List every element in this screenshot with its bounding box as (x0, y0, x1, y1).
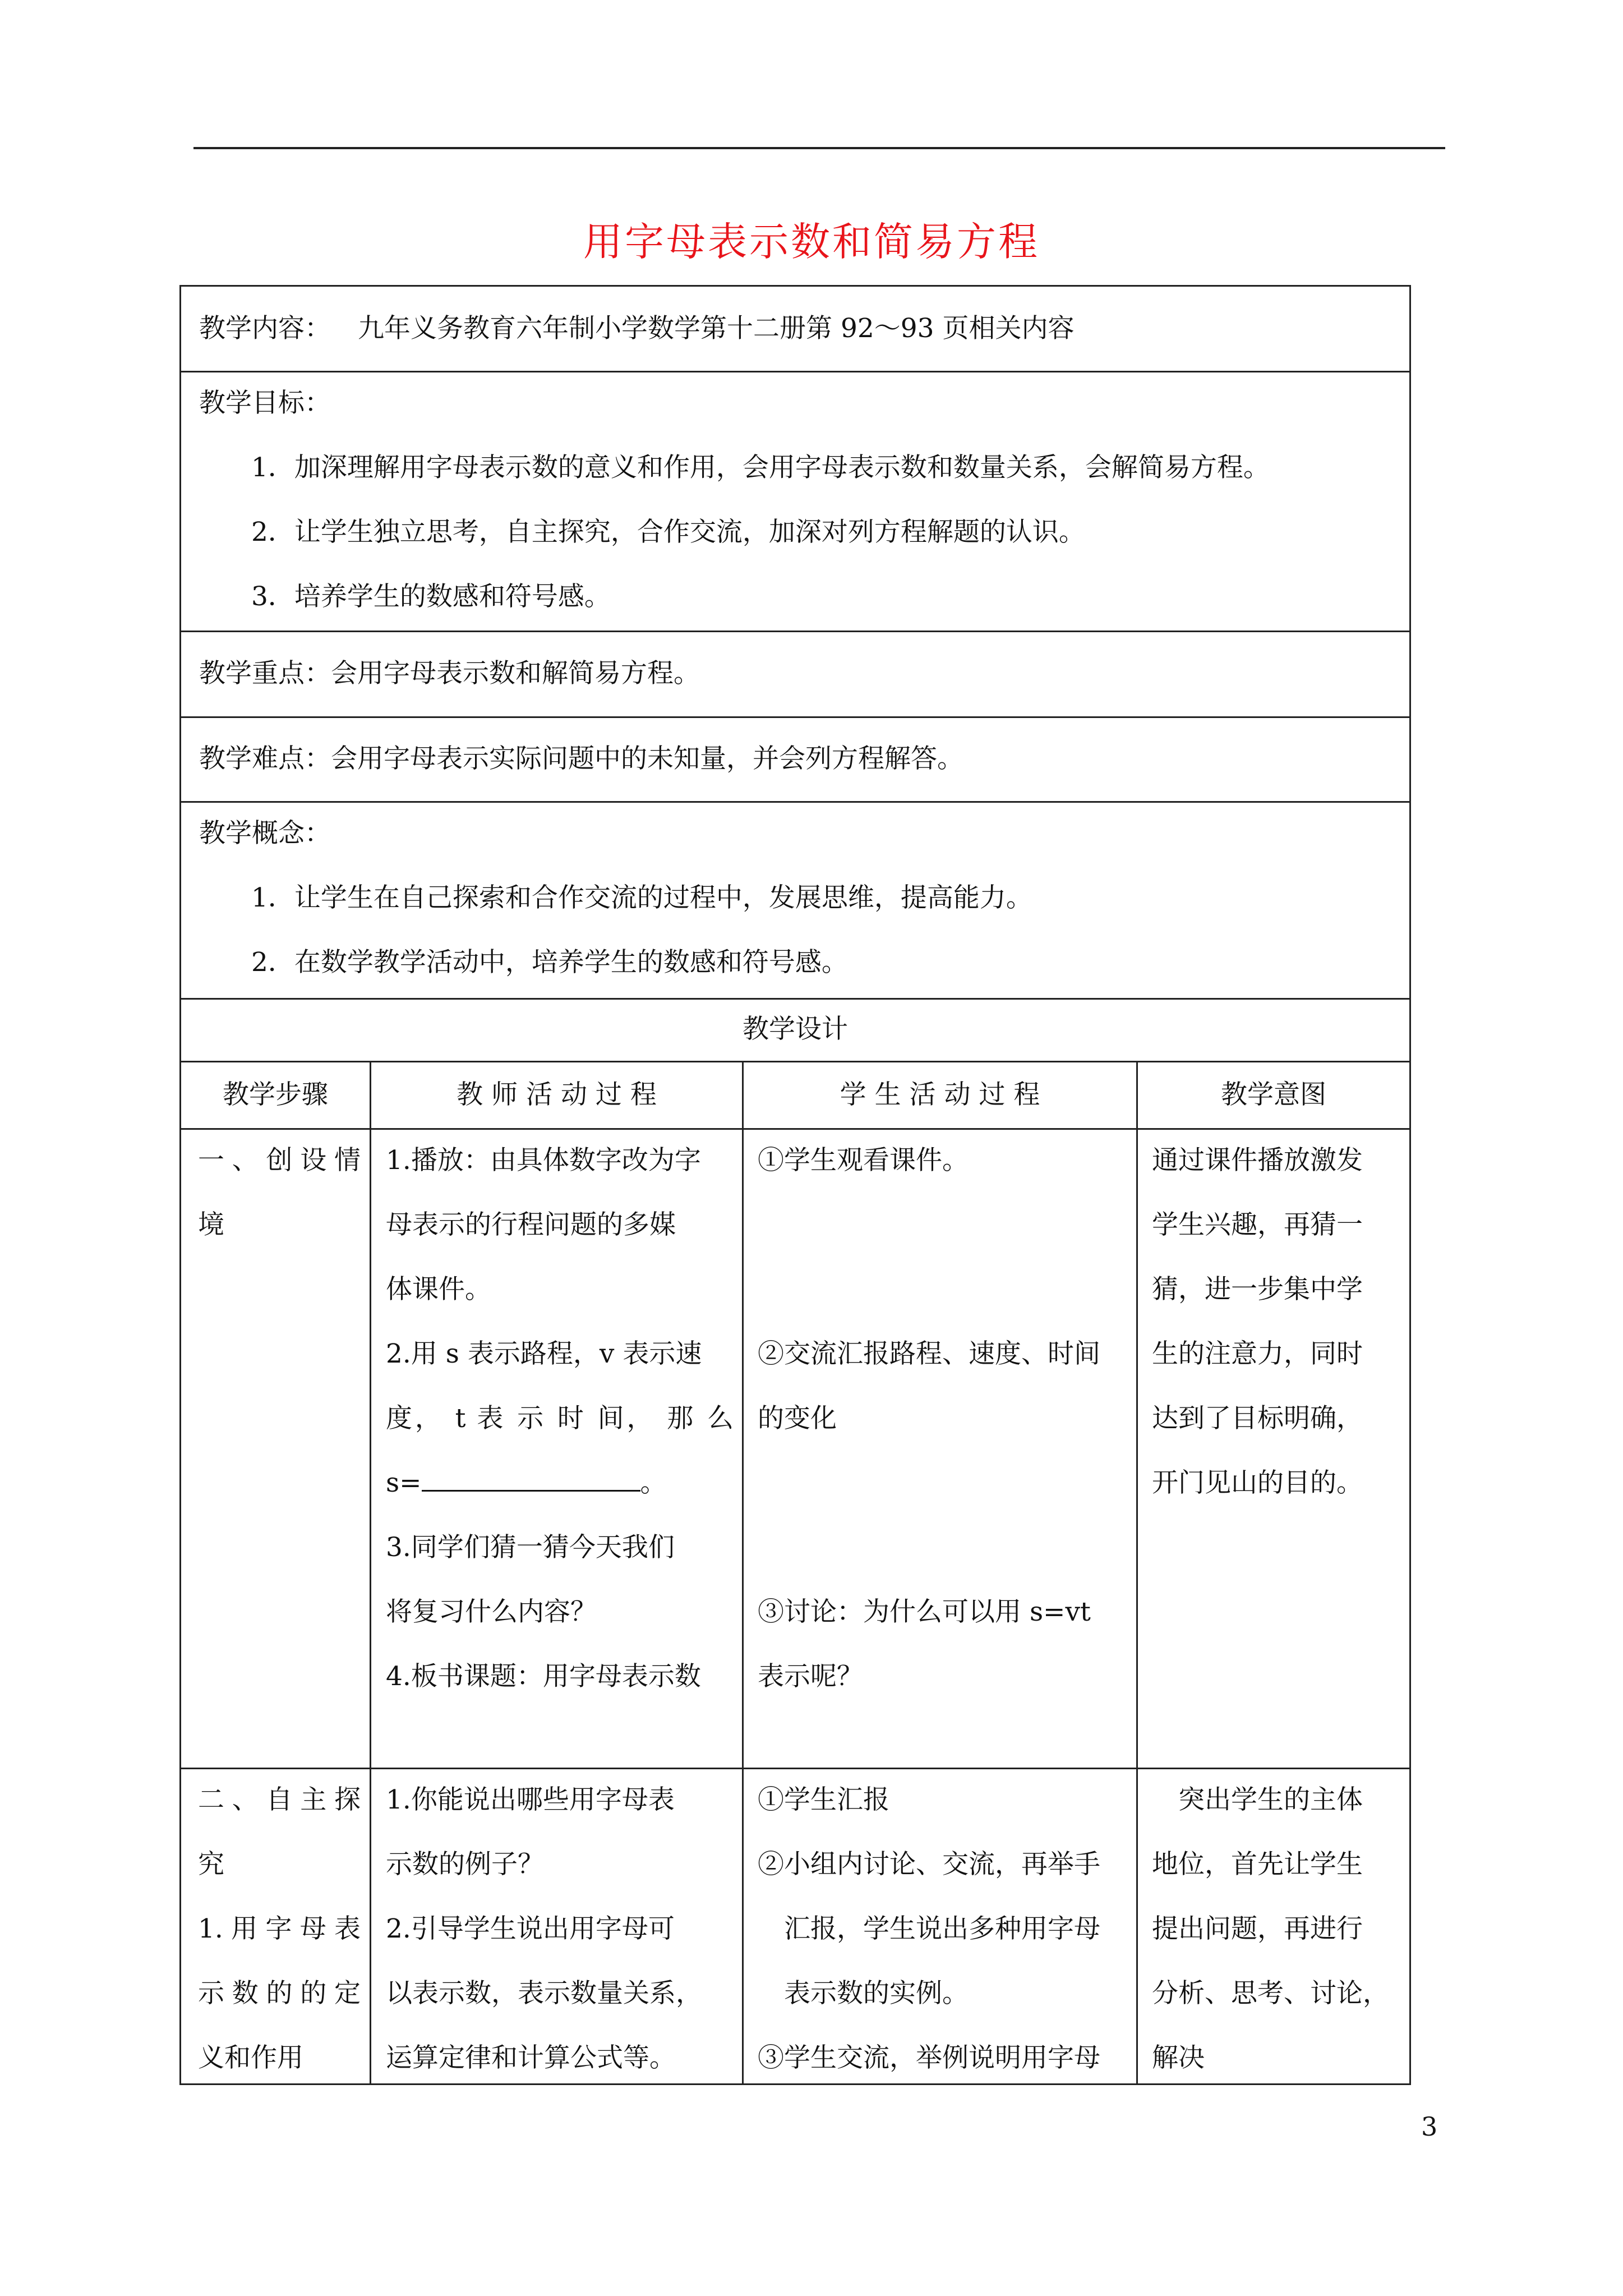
column-divider (370, 1061, 371, 2085)
student-cell-1 (758, 1128, 1128, 1709)
step-line: 示数的的定 (198, 1978, 361, 2009)
teacher-line: 以表示数，表示数量关系， (386, 1978, 702, 2009)
step-line: 究 (198, 1849, 224, 1880)
teacher-line: 母表示的行程问题的多媒 (386, 1209, 676, 1240)
lesson-plan-table (179, 285, 1411, 2085)
row-divider (181, 801, 1409, 803)
step-line: 1.用字母表 (198, 1913, 361, 1944)
column-header-step: 教学步骤 (223, 1079, 328, 1110)
teacher-line: 3.同学们猜一猜今天我们 (386, 1532, 675, 1563)
student-line: ③讨论：为什么可以用 s=vt (758, 1596, 1091, 1627)
student-line: ③学生交流，举例说明用字母 (758, 2042, 1100, 2073)
teacher-line: 示数的例子？ (386, 1849, 544, 1880)
column-divider (742, 1061, 744, 2085)
student-line: ①学生观看课件。 (758, 1145, 969, 1176)
column-header-intent: 教学意图 (1221, 1079, 1326, 1110)
step-cell-1 (198, 1128, 361, 1257)
intent-line: 开门见山的目的。 (1152, 1467, 1363, 1498)
intent-line: 解决 (1152, 2042, 1205, 2073)
row-divider (181, 371, 1409, 372)
student-line: ②小组内讨论、交流，再举手 (758, 1849, 1100, 1880)
student-line: 表示呢？ (758, 1661, 863, 1692)
student-line: ①学生汇报 (758, 1784, 889, 1815)
header-rule (193, 147, 1445, 149)
student-line: ②交流汇报路程、速度、时间 (758, 1338, 1100, 1369)
objective-item: 1．加深理解用字母表示数的意义和作用，会用字母表示数和数量关系，会解简易方程。 (251, 452, 1270, 483)
teacher-line: 2.用 s 表示路程，v 表示速 (386, 1338, 702, 1369)
teacher-line: 将复习什么内容？ (386, 1596, 597, 1627)
column-header-student: 学 生 活 动 过 程 (840, 1079, 1040, 1110)
teacher-line: 运算定律和计算公式等。 (386, 2042, 676, 2073)
step-line: 境 (198, 1209, 224, 1240)
column-header-teacher: 教 师 活 动 过 程 (457, 1079, 657, 1110)
design-header: 教学设计 (743, 1014, 848, 1045)
row-divider (181, 716, 1409, 718)
teacher-line: 4.板书课题：用字母表示数 (386, 1661, 701, 1692)
teacher-blank-line (386, 1451, 734, 1515)
intent-line: 通过课件播放激发 (1152, 1145, 1363, 1176)
column-divider (1136, 1061, 1138, 2085)
objective-item: 2．让学生独立思考，自主探究，合作交流，加深对列方程解题的认识。 (251, 517, 1085, 547)
spacer (758, 1193, 1128, 1322)
intent-line: 学生兴趣，再猜一 (1152, 1209, 1363, 1240)
teacher-line: 体课件。 (386, 1274, 491, 1305)
intent-cell-1 (1152, 1128, 1399, 1515)
intent-line: 分析、思考、讨论， (1152, 1978, 1389, 2009)
concept-item: 2．在数学教学活动中，培养学生的数感和符号感。 (251, 947, 848, 978)
difficulty: 教学难点：会用字母表示实际问题中的未知量，并会列方程解答。 (199, 743, 963, 774)
intent-line: 地位，首先让学生 (1152, 1849, 1363, 1880)
objectives-label: 教学目标： (199, 388, 331, 418)
row-divider (181, 631, 1409, 632)
student-line: 汇报，学生说出多种用字母 (784, 1913, 1100, 1944)
formula-suffix: 。 (640, 1467, 667, 1498)
content-text: 九年义务教育六年制小学数学第十二册第 92～93 页相关内容 (358, 313, 1075, 344)
step-cell-2 (198, 1768, 361, 2090)
intent-line: 达到了目标明确， (1152, 1403, 1363, 1434)
teacher-cell-1 (386, 1128, 734, 1709)
fill-in-blank (422, 1458, 640, 1492)
content-label: 教学内容： (199, 313, 331, 344)
step-line: 一、创设情 (198, 1145, 361, 1176)
formula-prefix: s= (386, 1467, 422, 1498)
student-line: 表示数的实例。 (784, 1978, 969, 2009)
intent-line: 突出学生的主体 (1178, 1784, 1363, 1815)
student-cell-2 (758, 1768, 1128, 2090)
step-line: 义和作用 (198, 2042, 303, 2073)
objective-item: 3．培养学生的数感和符号感。 (251, 581, 611, 612)
intent-line: 提出问题，再进行 (1152, 1913, 1363, 1944)
teacher-line: 2.引导学生说出用字母可 (386, 1913, 675, 1944)
page-number: 3 (1421, 2111, 1438, 2142)
teacher-line: 1.你能说出哪些用字母表 (386, 1784, 675, 1815)
step-line: 二、自主探 (198, 1784, 361, 1815)
concept-item: 1．让学生在自己探索和合作交流的过程中，发展思维，提高能力。 (251, 882, 1032, 913)
intent-line: 生的注意力，同时 (1152, 1338, 1363, 1369)
intent-line: 猜，进一步集中学 (1152, 1274, 1363, 1305)
teacher-line: 1.播放：由具体数字改为字 (386, 1145, 701, 1176)
document-title: 用字母表示数和简易方程 (583, 219, 1040, 265)
spacer (758, 1451, 1128, 1580)
concepts-label: 教学概念： (199, 818, 331, 849)
student-line: 的变化 (758, 1403, 837, 1434)
teacher-cell-2 (386, 1768, 734, 2090)
teacher-line: 度， t 表 示 时 间， 那 么 (386, 1403, 734, 1434)
intent-cell-2 (1152, 1768, 1399, 2090)
key-point: 教学重点：会用字母表示数和解简易方程。 (199, 658, 700, 689)
